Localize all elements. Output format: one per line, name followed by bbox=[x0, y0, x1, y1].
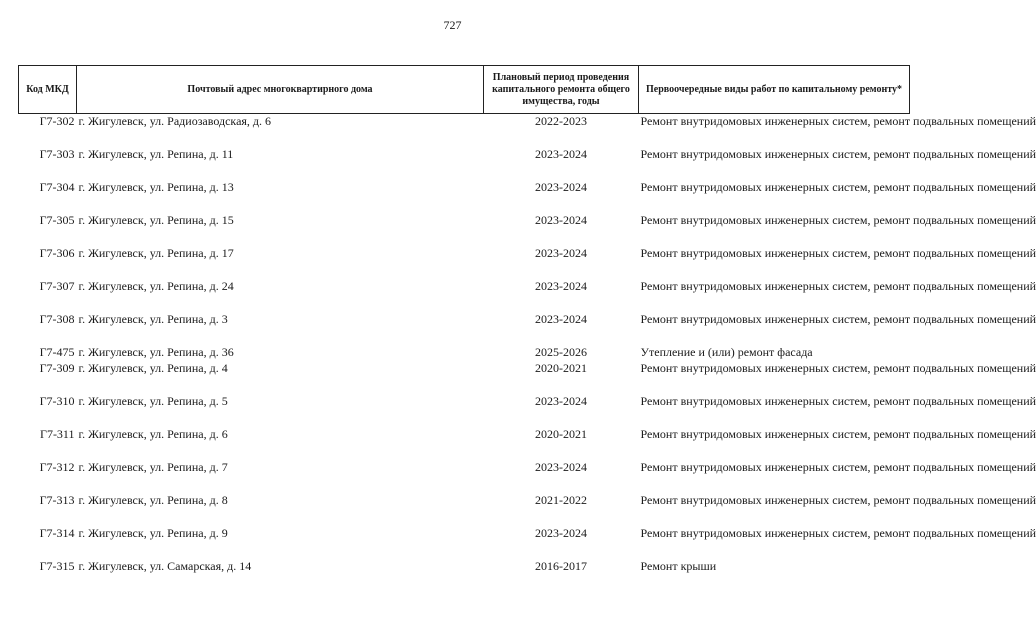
header-address: Почтовый адрес многоквартирного дома bbox=[77, 66, 484, 114]
row-period: 2023-2024 bbox=[535, 312, 587, 326]
row-works: Ремонт внутридомовых инженерных систем, ремонт подвальных помещений bbox=[640, 312, 1036, 326]
row-code: Г7-313 bbox=[39, 493, 75, 507]
row-code: Г7-309 bbox=[39, 361, 75, 375]
table-row bbox=[19, 114, 910, 148]
row-period: 2023-2024 bbox=[535, 460, 587, 474]
row-code: Г7-312 bbox=[39, 460, 75, 474]
row-period: 2023-2024 bbox=[535, 246, 587, 260]
row-works: Ремонт внутридомовых инженерных систем, ремонт подвальных помещений bbox=[640, 493, 1036, 507]
row-works: Ремонт внутридомовых инженерных систем, ремонт подвальных помещений bbox=[640, 279, 1036, 293]
row-period: 2020-2021 bbox=[535, 361, 587, 375]
header-period: Плановый период проведения капитального ремонта общего имущества, годы bbox=[484, 66, 639, 114]
table-row bbox=[19, 460, 910, 493]
table-row bbox=[19, 180, 910, 213]
table-row bbox=[19, 427, 910, 460]
row-address: г. Жигулевск, ул. Репина, д. 8 bbox=[78, 493, 228, 507]
row-code: Г7-311 bbox=[40, 427, 75, 441]
row-works: Ремонт внутридомовых инженерных систем, ремонт подвальных помещений bbox=[640, 114, 1036, 128]
row-works: Ремонт внутридомовых инженерных систем, ремонт подвальных помещений bbox=[640, 460, 1036, 474]
capital-repair-table bbox=[18, 65, 1036, 575]
row-code: Г7-302 bbox=[39, 114, 75, 128]
row-period: 2021-2022 bbox=[535, 493, 587, 507]
row-address: г. Жигулевск, ул. Репина, д. 17 bbox=[78, 246, 234, 260]
table-row bbox=[19, 361, 910, 394]
row-code: Г7-308 bbox=[39, 312, 75, 326]
table-row bbox=[19, 345, 910, 361]
row-address: г. Жигулевск, ул. Репина, д. 4 bbox=[78, 361, 228, 375]
row-works: Ремонт внутридомовых инженерных систем, ремонт подвальных помещений bbox=[640, 213, 1036, 227]
row-works: Ремонт внутридомовых инженерных систем, ремонт подвальных помещений bbox=[640, 394, 1036, 408]
row-works: Ремонт внутридомовых инженерных систем, ремонт подвальных помещений bbox=[640, 180, 1036, 194]
row-address: г. Жигулевск, ул. Репина, д. 15 bbox=[78, 213, 234, 227]
row-code: Г7-315 bbox=[39, 559, 75, 573]
table-row bbox=[19, 213, 910, 246]
row-code: Г7-310 bbox=[39, 394, 75, 408]
row-address: г. Жигулевск, ул. Радиозаводская, д. 6 bbox=[78, 114, 272, 128]
row-period: 2023-2024 bbox=[535, 526, 587, 540]
row-address: г. Жигулевск, ул. Репина, д. 36 bbox=[78, 345, 234, 359]
row-works: Ремонт внутридомовых инженерных систем, ремонт подвальных помещений bbox=[640, 246, 1036, 260]
row-period: 2016-2017 bbox=[535, 559, 587, 573]
row-address: г. Жигулевск, ул. Репина, д. 9 bbox=[78, 526, 228, 540]
row-address: г. Жигулевск, ул. Репина, д. 6 bbox=[78, 427, 228, 441]
row-period: 2023-2024 bbox=[535, 279, 587, 293]
row-code: Г7-475 bbox=[39, 345, 75, 359]
row-period: 2023-2024 bbox=[535, 394, 587, 408]
row-code: Г7-305 bbox=[39, 213, 75, 227]
row-period: 2022-2023 bbox=[535, 114, 587, 128]
table-body bbox=[19, 114, 1036, 576]
row-address: г. Жигулевск, ул. Репина, д. 24 bbox=[78, 279, 234, 293]
row-address: г. Жигулевск, ул. Репина, д. 11 bbox=[78, 147, 234, 161]
table-row bbox=[19, 147, 910, 180]
row-code: Г7-303 bbox=[39, 147, 75, 161]
row-works: Ремонт внутридомовых инженерных систем, ремонт подвальных помещений bbox=[640, 526, 1036, 540]
table-row bbox=[19, 312, 910, 345]
row-period: 2023-2024 bbox=[535, 147, 587, 161]
table-row bbox=[19, 279, 910, 312]
row-works: Ремонт внутридомовых инженерных систем, ремонт подвальных помещений bbox=[640, 427, 1036, 441]
row-works: Ремонт крыши bbox=[640, 559, 717, 573]
row-code: Г7-304 bbox=[39, 180, 75, 194]
row-works: Ремонт внутридомовых инженерных систем, ремонт подвальных помещений bbox=[640, 147, 1036, 161]
header-works: Первоочередные виды работ по капитальному ремонту* bbox=[639, 66, 910, 114]
row-code: Г7-307 bbox=[39, 279, 75, 293]
table-row bbox=[19, 394, 910, 427]
row-address: г. Жигулевск, ул. Самарская, д. 14 bbox=[78, 559, 252, 573]
header-code: Код МКД bbox=[19, 66, 77, 114]
table-row bbox=[19, 493, 910, 526]
row-works: Ремонт внутридомовых инженерных систем, ремонт подвальных помещений bbox=[640, 361, 1036, 375]
row-address: г. Жигулевск, ул. Репина, д. 5 bbox=[78, 394, 228, 408]
table-row bbox=[19, 559, 910, 575]
table-row bbox=[19, 526, 910, 559]
page-number: 727 bbox=[443, 18, 462, 32]
row-address: г. Жигулевск, ул. Репина, д. 13 bbox=[78, 180, 234, 194]
row-code: Г7-306 bbox=[39, 246, 75, 260]
table-header bbox=[19, 66, 910, 114]
row-code: Г7-314 bbox=[39, 526, 75, 540]
header-row bbox=[19, 66, 910, 114]
row-period: 2023-2024 bbox=[535, 213, 587, 227]
table-row bbox=[19, 246, 910, 279]
row-period: 2025-2026 bbox=[535, 345, 587, 359]
row-period: 2023-2024 bbox=[535, 180, 587, 194]
row-address: г. Жигулевск, ул. Репина, д. 7 bbox=[78, 460, 228, 474]
row-address: г. Жигулевск, ул. Репина, д. 3 bbox=[78, 312, 228, 326]
row-period: 2020-2021 bbox=[535, 427, 587, 441]
row-works: Утепление и (или) ремонт фасада bbox=[640, 345, 813, 359]
